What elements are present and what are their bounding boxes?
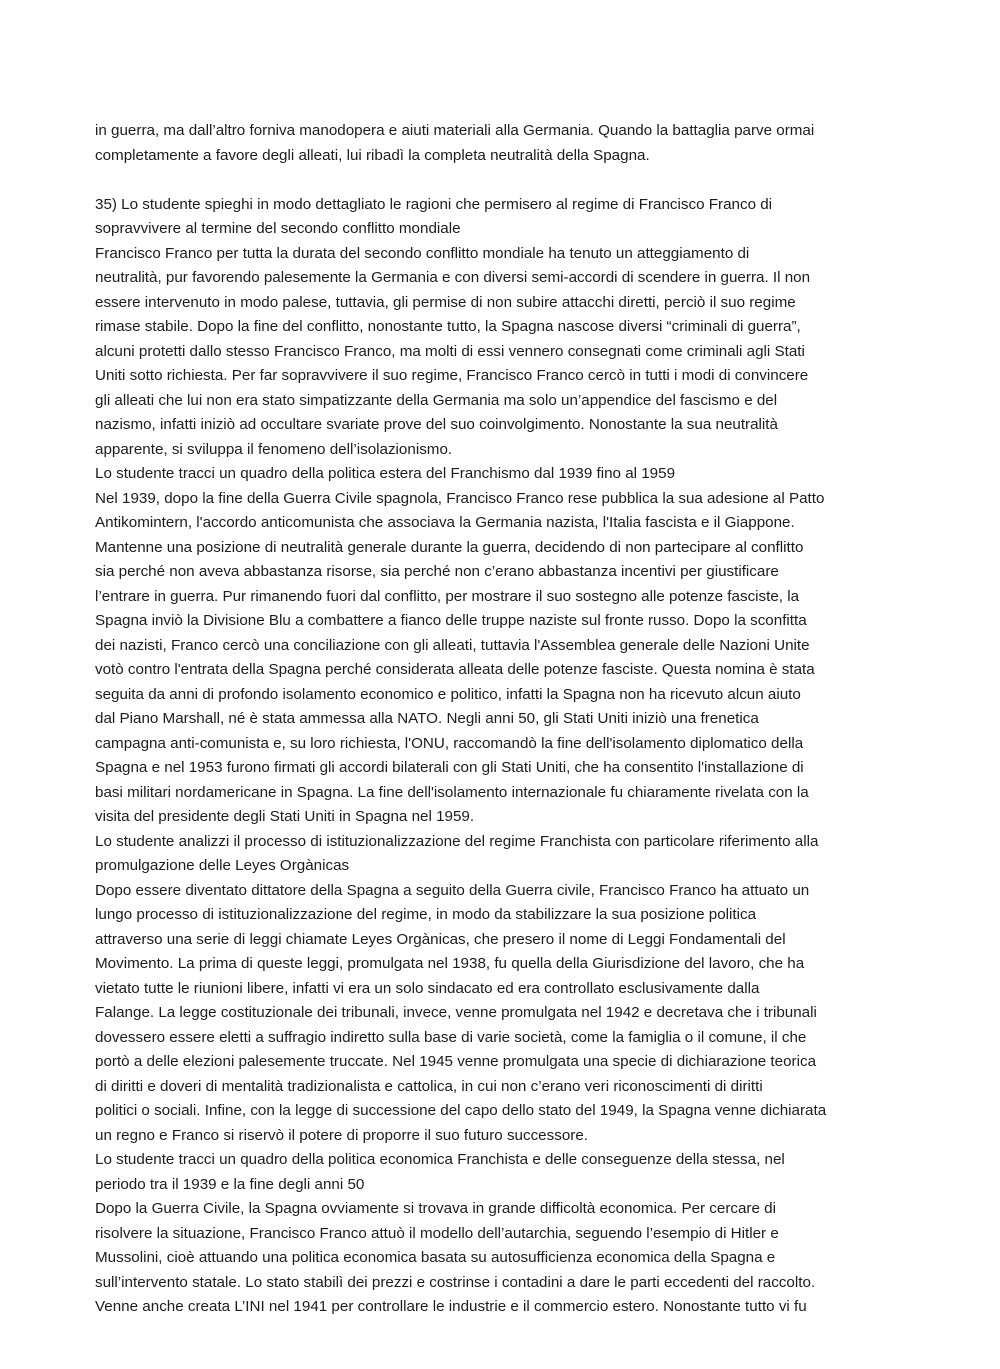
text-line: periodo tra il 1939 e la fine degli anni 50	[95, 1175, 365, 1193]
question-heading	[95, 1148, 907, 1197]
text-line: in guerra, ma dall’altro forniva manodopera e aiuti materiali alla Germania. Quando la battaglia parve ormai	[95, 122, 815, 139]
text-line: Francisco Franco per tutta la durata del secondo conflitto mondiale ha tenuto un atteggiamento di	[95, 244, 750, 262]
answer-paragraph	[95, 1197, 907, 1320]
text-line: dei nazisti, Franco cercò una conciliazione con gli alleati, tuttavia l'Assemblea generale delle Nazioni Unite	[95, 636, 810, 654]
text-line: Movimento. La prima di queste leggi, promulgata nel 1938, fu quella della Giurisdizione del lavoro, che ha	[95, 955, 805, 972]
section-3	[95, 830, 907, 1149]
text-line: rimase stabile. Dopo la fine del conflitto, nonostante tutto, la Spagna nascose diversi “criminali di guerra”,	[95, 318, 801, 335]
text-line: dovessero essere eletti a suffragio indiretto sulla base di varie società, come la famiglia o il comune, il che	[95, 1028, 807, 1046]
answer-paragraph	[95, 879, 907, 1149]
text-line: sopravvivere al termine del secondo conflitto mondiale	[95, 220, 461, 237]
text-line: Mussolini, cioè attuando una politica economica basata su autosufficienza economica della Spagna e	[95, 1249, 776, 1266]
text-line: seguita da anni di profondo isolamento economico e politico, infatti la Spagna non ha ricevuto alcun aiuto	[95, 685, 801, 703]
text-line: Lo studente tracci un quadro della politica economica Franchista e delle conseguenze della stessa, nel	[95, 1151, 785, 1168]
text-line: Spagna e nel 1953 furono firmati gli accordi bilaterali con gli Stati Uniti, che ha consentito l'installazione di	[95, 759, 804, 776]
answer-paragraph	[95, 242, 907, 463]
text-line: promulgazione delle Leyes Orgànicas	[95, 857, 350, 874]
document-page	[95, 119, 907, 1320]
text-line: politici o sociali. Infine, con la legge di successione del capo dello stato del 1949, la Spagna venne dichiarata	[95, 1102, 827, 1119]
text-line: votò contro l'entrata della Spagna perché considerata alleata delle potenze fasciste. Questa nomina è stata	[95, 661, 815, 678]
text-line: basi militari nordamericane in Spagna. La fine dell'isolamento internazionale fu chiaramente rivelata con la	[95, 783, 809, 801]
text-line: apparente, si sviluppa il fenomeno dell’isolazionismo.	[95, 440, 453, 458]
text-line: completamente a favore degli alleati, lui ribadì la completa neutralità della Spagna.	[95, 146, 650, 164]
text-line: sia perché non aveva abbastanza risorse, sia perché non c’erano abbastanza incentivi per giustificare	[95, 563, 779, 580]
question-heading	[95, 193, 907, 242]
paragraph-gap	[95, 168, 907, 193]
text-line: Dopo essere diventato dittatore della Spagna a seguito della Guerra civile, Francisco Franco ha attuato un	[95, 881, 810, 899]
text-line: 35) Lo studente spieghi in modo dettagliato le ragioni che permisero al regime di Francisco Franco di	[95, 195, 773, 213]
text-line: Spagna inviò la Divisione Blu a combattere a fianco delle truppe naziste sul fronte russo. Dopo la sconfitta	[95, 612, 807, 629]
text-line: un regno e Franco si riservò il potere di proporre il suo futuro successore.	[95, 1126, 588, 1144]
question-heading	[95, 462, 907, 487]
text-line: Nel 1939, dopo la fine della Guerra Civile spagnola, Francisco Franco rese pubblica la sua adesione al Patto	[95, 489, 825, 507]
text-line: Falange. La legge costituzionale dei tribunali, invece, venne promulgata nel 1942 e decretava che i tribunali	[95, 1004, 817, 1021]
text-line: visita del presidente degli Stati Uniti in Spagna nel 1959.	[95, 808, 475, 825]
text-line: dal Piano Marshall, né è stata ammessa alla NATO. Negli anni 50, gli Stati Uniti iniziò una frenetica	[95, 710, 759, 727]
text-line: l’entrare in guerra. Pur rimanendo fuori dal conflitto, per mostrare il suo sostegno alle potenze fasciste, la	[95, 587, 800, 605]
text-line: alcuni protetti dallo stesso Francisco Franco, ma molti di essi vennero consegnati come criminali agli Stati	[95, 342, 805, 360]
intro-paragraph	[95, 119, 907, 168]
section-2	[95, 462, 907, 830]
answer-paragraph	[95, 487, 907, 830]
text-line: neutralità, pur favorendo palesemente la Germania e con diversi semi-accordi di scendere in guerra. Il non	[95, 269, 811, 286]
section-4	[95, 1148, 907, 1320]
text-line: portò a delle elezioni palesemente truccate. Nel 1945 venne promulgata una specie di dichiarazione teorica	[95, 1053, 817, 1070]
text-line: attraverso una serie di leggi chiamate Leyes Orgànicas, che presero il nome di Leggi Fondamentali del	[95, 930, 786, 948]
text-line: nazismo, infatti iniziò ad occultare svariate prove del suo coinvolgimento. Nonostante la sua neutralità	[95, 416, 778, 433]
question-heading	[95, 830, 907, 879]
text-line: campagna anti-comunista e, su loro richiesta, l'ONU, raccomandò la fine dell'isolamento diplomatico della	[95, 734, 804, 752]
text-line: di diritti e doveri di mentalità tradizionalista e cattolica, in cui non c’erano veri riconoscimenti di diritti	[95, 1077, 763, 1095]
text-line: gli alleati che lui non era stato simpatizzante della Germania ma solo un’appendice del fascismo e del	[95, 391, 778, 409]
text-line: risolvere la situazione, Francisco Franco attuò il modello dell’autarchia, seguendo l’esempio di Hitler e	[95, 1224, 779, 1242]
text-line: Mantenne una posizione di neutralità generale durante la guerra, decidendo di non partecipare al conflitto	[95, 538, 804, 556]
text-line: sull’intervento statale. Lo stato stabilì dei prezzi e costrinse i contadini a dare le parti eccedenti del raccolto.	[95, 1273, 816, 1291]
text-line: Dopo la Guerra Civile, la Spagna ovviamente si trovava in grande difficoltà economica. Per cercare di	[95, 1200, 776, 1217]
text-line: Lo studente tracci un quadro della politica estera del Franchismo dal 1939 fino al 1959	[95, 465, 676, 482]
text-line: Uniti sotto richiesta. Per far sopravvivere il suo regime, Francisco Franco cercò in tutti i modi di convincere	[95, 367, 809, 384]
text-line: vietato tutte le riunioni libere, infatti vi era un solo sindacato ed era controllato esclusivamente dalla	[95, 979, 760, 997]
text-line: lungo processo di istituzionalizzazione del regime, in modo da stabilizzare la sua posizione politica	[95, 906, 757, 923]
text-line: Antikomintern, l'accordo anticomunista che associava la Germania nazista, l'Italia fascista e il Giappone.	[95, 514, 795, 531]
text-line: Lo studente analizzi il processo di istituzionalizzazione del regime Franchista con particolare riferimento alla	[95, 832, 819, 850]
section-1	[95, 193, 907, 463]
text-line: essere intervenuto in modo palese, tuttavia, gli permise di non subire attacchi diretti, perciò il suo regime	[95, 293, 796, 311]
text-line: Venne anche creata L’INI nel 1941 per controllare le industrie e il commercio estero. Nonostante tutto vi fu	[95, 1298, 807, 1315]
